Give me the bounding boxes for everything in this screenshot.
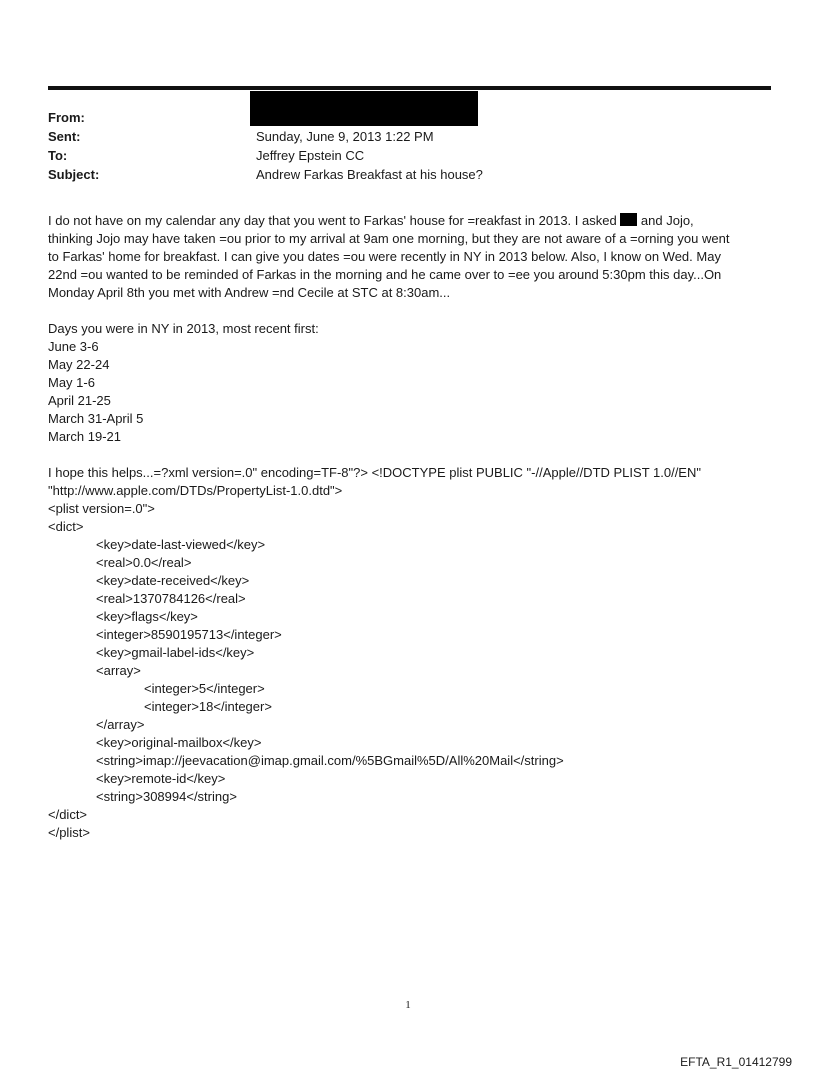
redaction-inline — [620, 213, 637, 226]
plist-line: <key>flags</key> — [96, 609, 198, 624]
plist-line: <key>remote-id</key> — [96, 771, 226, 786]
plist-line: <key>date-last-viewed</key> — [96, 537, 266, 552]
from-row — [48, 108, 771, 127]
plist-line: <string>308994</string> — [96, 789, 237, 804]
paragraph-line: Monday April 8th you met with Andrew =nd Cecile at STC at 8:30am... — [48, 285, 451, 300]
page-number: 1 — [405, 999, 411, 1011]
plist-line: <array> — [96, 663, 141, 678]
bates-id: EFTA_R1_01412799 — [680, 1055, 792, 1069]
date-item: April 21-25 — [48, 393, 111, 408]
date-item: June 3-6 — [48, 339, 99, 354]
plist-line: <key>gmail-label-ids</key> — [96, 645, 255, 660]
paragraph-text: and Jojo, — [637, 213, 694, 228]
sent-label: Sent: — [48, 128, 81, 144]
header-rule — [48, 86, 771, 90]
paragraph-line: 22nd =ou wanted to be reminded of Farkas in the morning and he came over to =ee you around 5:30pm this day...On — [48, 267, 722, 282]
to-label: To: — [48, 147, 68, 163]
closing-line: I hope this helps...=?xml version=.0" encoding=TF-8"?> <!DOCTYPE plist PUBLIC "-//Apple//DTD PLIST 1.0//EN" — [48, 465, 701, 480]
dates-section — [48, 320, 771, 446]
plist-line: <key>original-mailbox</key> — [96, 735, 262, 750]
plist-line: <dict> — [48, 519, 84, 534]
plist-line: <real>1370784126</real> — [96, 591, 246, 606]
calendar-paragraph — [48, 212, 771, 302]
date-item: March 31-April 5 — [48, 411, 144, 426]
plist-line: <key>date-received</key> — [96, 573, 250, 588]
dates-intro: Days you were in NY in 2013, most recent first: — [48, 321, 319, 336]
paragraph-text: I do not have on my calendar any day that you went to Farkas' house for =reakfast in 2013. I asked — [48, 213, 621, 228]
subject-label: Subject: — [48, 166, 100, 182]
plist-line: <real>0.0</real> — [96, 555, 192, 570]
plist-line: <string>imap://jeevacation@imap.gmail.com/%5BGmail%5D/All%20Mail</string> — [96, 753, 564, 768]
plist-line: <integer>8590195713</integer> — [96, 627, 282, 642]
to-row — [48, 146, 771, 165]
paragraph-line: to Farkas' home for breakfast. I can give you dates =ou were recently in NY in 2013 below. Also, I know on Wed. May — [48, 249, 721, 264]
spacer — [48, 446, 771, 464]
closing-line: "http://www.apple.com/DTDs/PropertyList-1.0.dtd"> — [48, 483, 343, 498]
plist-line: <integer>5</integer> — [144, 681, 265, 696]
email-header — [48, 108, 771, 184]
subject-row — [48, 165, 771, 184]
date-item: May 1-6 — [48, 375, 95, 390]
plist-line: <integer>18</integer> — [144, 699, 272, 714]
sent-row — [48, 127, 771, 146]
plist-line: <plist version=.0"> — [48, 501, 155, 516]
paragraph-line — [48, 212, 771, 230]
from-label: From: — [48, 109, 85, 125]
plist-line: </array> — [96, 717, 145, 732]
date-item: May 22-24 — [48, 357, 110, 372]
spacer — [48, 302, 771, 320]
to-value: Jeffrey Epstein CC — [256, 147, 365, 163]
plist-line: </plist> — [48, 825, 90, 840]
sent-value: Sunday, June 9, 2013 1:22 PM — [256, 128, 434, 144]
email-body — [48, 212, 771, 842]
paragraph-line: thinking Jojo may have taken =ou prior to my arrival at 9am one morning, but they are not aware of a =orning you went — [48, 231, 730, 246]
plist-block — [48, 464, 771, 842]
date-item: March 19-21 — [48, 429, 121, 444]
subject-value: Andrew Farkas Breakfast at his house? — [256, 166, 483, 182]
plist-line: </dict> — [48, 807, 88, 822]
